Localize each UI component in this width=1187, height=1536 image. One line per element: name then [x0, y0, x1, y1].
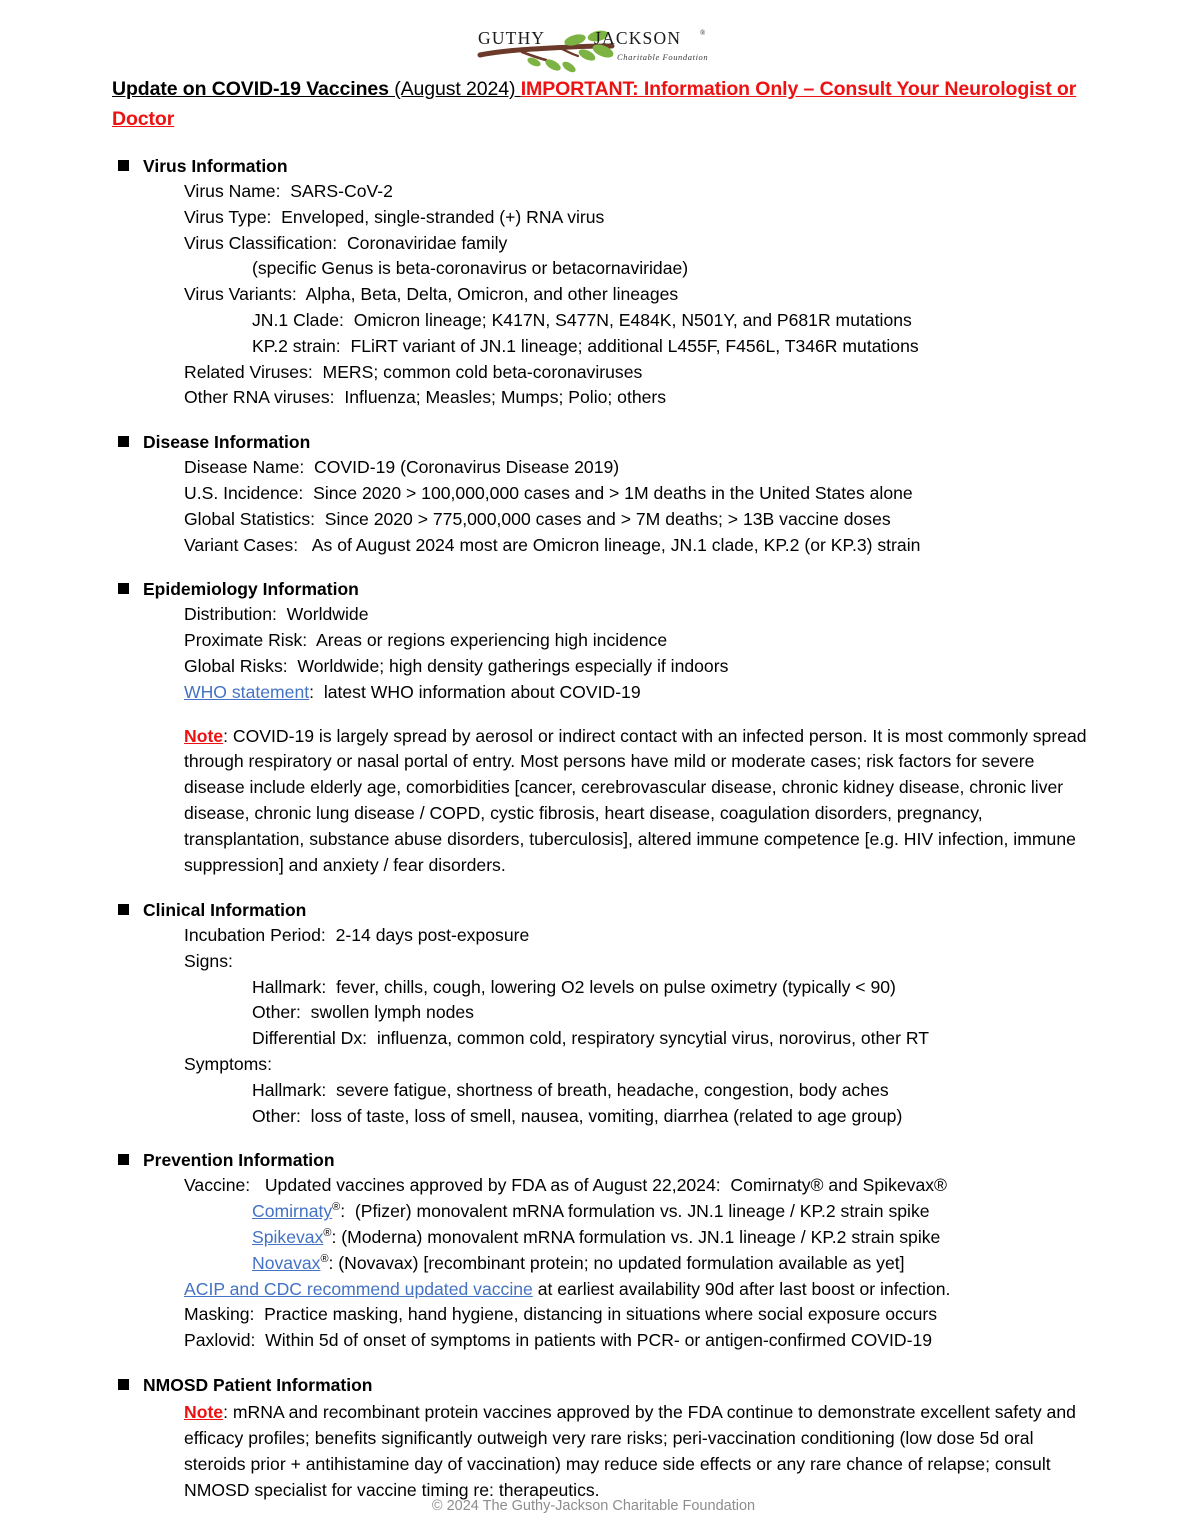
info-line: Disease Name: COVID-19 (Coronavirus Disease 2019) [184, 457, 620, 478]
section-lines [112, 1173, 1089, 1354]
section-heading [118, 154, 1089, 178]
info-line: KP.2 strain: FLiRT variant of JN.1 lineage; additional L455F, F456L, T346R mutations [252, 335, 919, 356]
guthy-jackson-logo [474, 22, 714, 76]
section-virus-information [112, 154, 1089, 411]
info-line: Masking: Practice masking, hand hygiene, distancing in situations where social exposure occurs [184, 1304, 938, 1325]
info-line: Virus Name: SARS-CoV-2 [184, 181, 393, 201]
section-heading-label: NMOSD Patient Information [143, 1374, 373, 1395]
section-epidemiology-information [112, 577, 1089, 879]
info-line: Global Risks: Worldwide; high density gatherings especially if indoors [184, 655, 729, 676]
comirnaty-link[interactable]: Comirnaty [252, 1201, 333, 1222]
product-description: : (Novavax) [recombinant protein; no updated formulation available as yet] [328, 1252, 905, 1273]
info-line: Signs: [184, 950, 233, 971]
novavax-link[interactable]: Novavax [252, 1252, 321, 1273]
section-prevention-information [112, 1148, 1089, 1354]
section-heading-label: Prevention Information [143, 1150, 335, 1171]
info-line: U.S. Incidence: Since 2020 > 100,000,000 cases and > 1M deaths in the United States alone [184, 482, 913, 503]
square-bullet-icon [118, 1379, 129, 1390]
info-line: Hallmark: severe fatigue, shortness of breath, headache, congestion, body aches [252, 1079, 889, 1100]
acip-cdc-rest: at earliest availability 90d after last boost or infection. [532, 1278, 951, 1299]
square-bullet-icon [118, 160, 129, 171]
product-line-novavax: Novavax®: (Novavax) [recombinant protein; no updated formulation available as yet] [252, 1252, 905, 1273]
info-line: Global Statistics: Since 2020 > 775,000,000 cases and > 7M deaths; > 13B vaccine doses [184, 508, 891, 529]
info-line: Incubation Period: 2-14 days post-exposure [184, 924, 530, 945]
section-heading [118, 1373, 1089, 1397]
section-heading-label: Disease Information [143, 432, 311, 453]
info-line: JN.1 Clade: Omicron lineage; K417N, S477N, E484K, N501Y, and P681R mutations [252, 309, 912, 330]
acip-cdc-link[interactable]: ACIP and CDC recommend updated vaccine [184, 1278, 533, 1299]
vaccine-line: Vaccine: Updated vaccines approved by FDA as of August 22,2024: Comirnaty® and Spikevax® [184, 1175, 948, 1196]
info-line: Related Viruses: MERS; common cold beta-coronaviruses [184, 361, 643, 382]
info-line: Virus Variants: Alpha, Beta, Delta, Omicron, and other lineages [184, 284, 679, 305]
who-statement-rest: : latest WHO information about COVID-19 [309, 681, 641, 702]
section-heading-label: Epidemiology Information [143, 579, 359, 600]
logo-registered-mark: ® [699, 29, 705, 37]
page-title [112, 74, 1089, 134]
info-line: Other: swollen lymph nodes [252, 1002, 474, 1023]
page-footer: © 2024 The Guthy-Jackson Charitable Foundation [431, 1498, 756, 1514]
info-line: Variant Cases: As of August 2024 most are Omicron lineage, JN.1 clade, KP.2 (or KP.3) strain [184, 534, 921, 555]
info-line: Paxlovid: Within 5d of onset of symptoms in patients with PCR- or antigen-confirmed COVID-19 [184, 1330, 933, 1351]
logo-header [0, 0, 1187, 62]
section-heading-label: Virus Information [143, 156, 288, 176]
note-keyword: Note [184, 1401, 224, 1422]
spikevax-link[interactable]: Spikevax [252, 1226, 324, 1247]
section-lines [112, 455, 1089, 558]
info-line: Proximate Risk: Areas or regions experiencing high incidence [184, 630, 668, 651]
info-line: Virus Type: Enveloped, single-stranded (+) RNA virus [184, 206, 605, 227]
section-heading [118, 577, 1089, 601]
acip-cdc-line [184, 1277, 1089, 1303]
section-heading [118, 898, 1089, 922]
note-body: : COVID-19 is largely spread by aerosol or indirect contact with an infected person. It is most commonly spread through respiratory or nasal portal of entry. Most persons have mild or moderate cases; risk factors for severe disease include elderly age, comorbidities [cancer, cerebrovascular disease, chronic kidney disease, chronic liver disease, chronic lung disease / COPD, cystic fibrosis, heart disease, coagulation disorders, pregnancy, transplantation, substance abuse disorders, tuberculosis], altered immune competence [e.g. HIV infection, immune suppression] and anxiety / fear disorders. [184, 725, 1087, 876]
logo-artwork [474, 22, 714, 76]
info-line: Hallmark: fever, chills, cough, lowering O2 levels on pulse oximetry (typically < 90) [252, 976, 896, 997]
product-line-comirnaty: Comirnaty®: (Pfizer) monovalent mRNA formulation vs. JN.1 lineage / KP.2 strain spike [252, 1201, 930, 1222]
epidemiology-note [184, 724, 1089, 879]
nmosd-note [184, 1400, 1089, 1504]
section-lines [112, 179, 1089, 411]
who-statement-link[interactable]: WHO statement [184, 681, 310, 702]
section-disease-information [112, 430, 1089, 558]
logo-word-jackson: JACKSON [593, 28, 681, 48]
square-bullet-icon [118, 583, 129, 594]
product-description: : (Moderna) monovalent mRNA formulation vs. JN.1 lineage / KP.2 strain spike [331, 1226, 941, 1247]
title-important-part: IMPORTANT: Information Only – Consult Your Neurologist or Doctor [112, 78, 1077, 130]
logo-tagline: Charitable Foundation [616, 52, 708, 62]
info-line: Differential Dx: influenza, common cold, respiratory syncytial virus, norovirus, other RT [252, 1028, 929, 1049]
info-line: Other RNA viruses: Influenza; Measles; Mumps; Polio; others [184, 387, 667, 408]
product-description: : (Pfizer) monovalent mRNA formulation vs. JN.1 lineage / KP.2 strain spike [340, 1201, 930, 1222]
section-nmosd-patient-information [112, 1373, 1089, 1504]
square-bullet-icon [118, 904, 129, 915]
info-line: Virus Classification: Coronaviridae family [184, 232, 508, 253]
info-line: Distribution: Worldwide [184, 604, 369, 625]
section-heading-label: Clinical Information [143, 899, 307, 920]
section-heading [118, 1148, 1089, 1172]
note-body: : mRNA and recombinant protein vaccines approved by the FDA continue to demonstrate excellent safety and efficacy profiles; benefits significantly outweigh very rare risks; peri-vaccination conditioning (low dose 5d oral steroids prior + antihistamine day of vaccination) may reduce side effects or any rare chance of relapse; consult NMOSD specialist for vaccine timing re: therapeutics. [184, 1401, 1076, 1500]
product-line-spikevax: Spikevax®: (Moderna) monovalent mRNA formulation vs. JN.1 lineage / KP.2 strain spike [252, 1226, 941, 1247]
title-date-part: (August 2024) [388, 78, 516, 100]
square-bullet-icon [118, 1154, 129, 1165]
info-line: (specific Genus is beta-coronavirus or betacornaviridae) [252, 258, 689, 279]
info-line: Other: loss of taste, loss of smell, nausea, vomiting, diarrhea (related to age group) [252, 1105, 903, 1126]
note-keyword: Note [184, 725, 224, 746]
logo-word-guthy: GUTHY [477, 28, 545, 48]
title-bold-part: Update on COVID-19 Vaccines [112, 78, 389, 100]
square-bullet-icon [118, 436, 129, 447]
section-lines [112, 923, 1089, 1129]
section-heading [118, 430, 1089, 454]
document-body [0, 74, 1187, 1504]
info-line: Symptoms: [184, 1053, 272, 1074]
who-statement-line [184, 680, 1089, 706]
section-lines [112, 602, 1089, 705]
section-clinical-information [112, 898, 1089, 1129]
